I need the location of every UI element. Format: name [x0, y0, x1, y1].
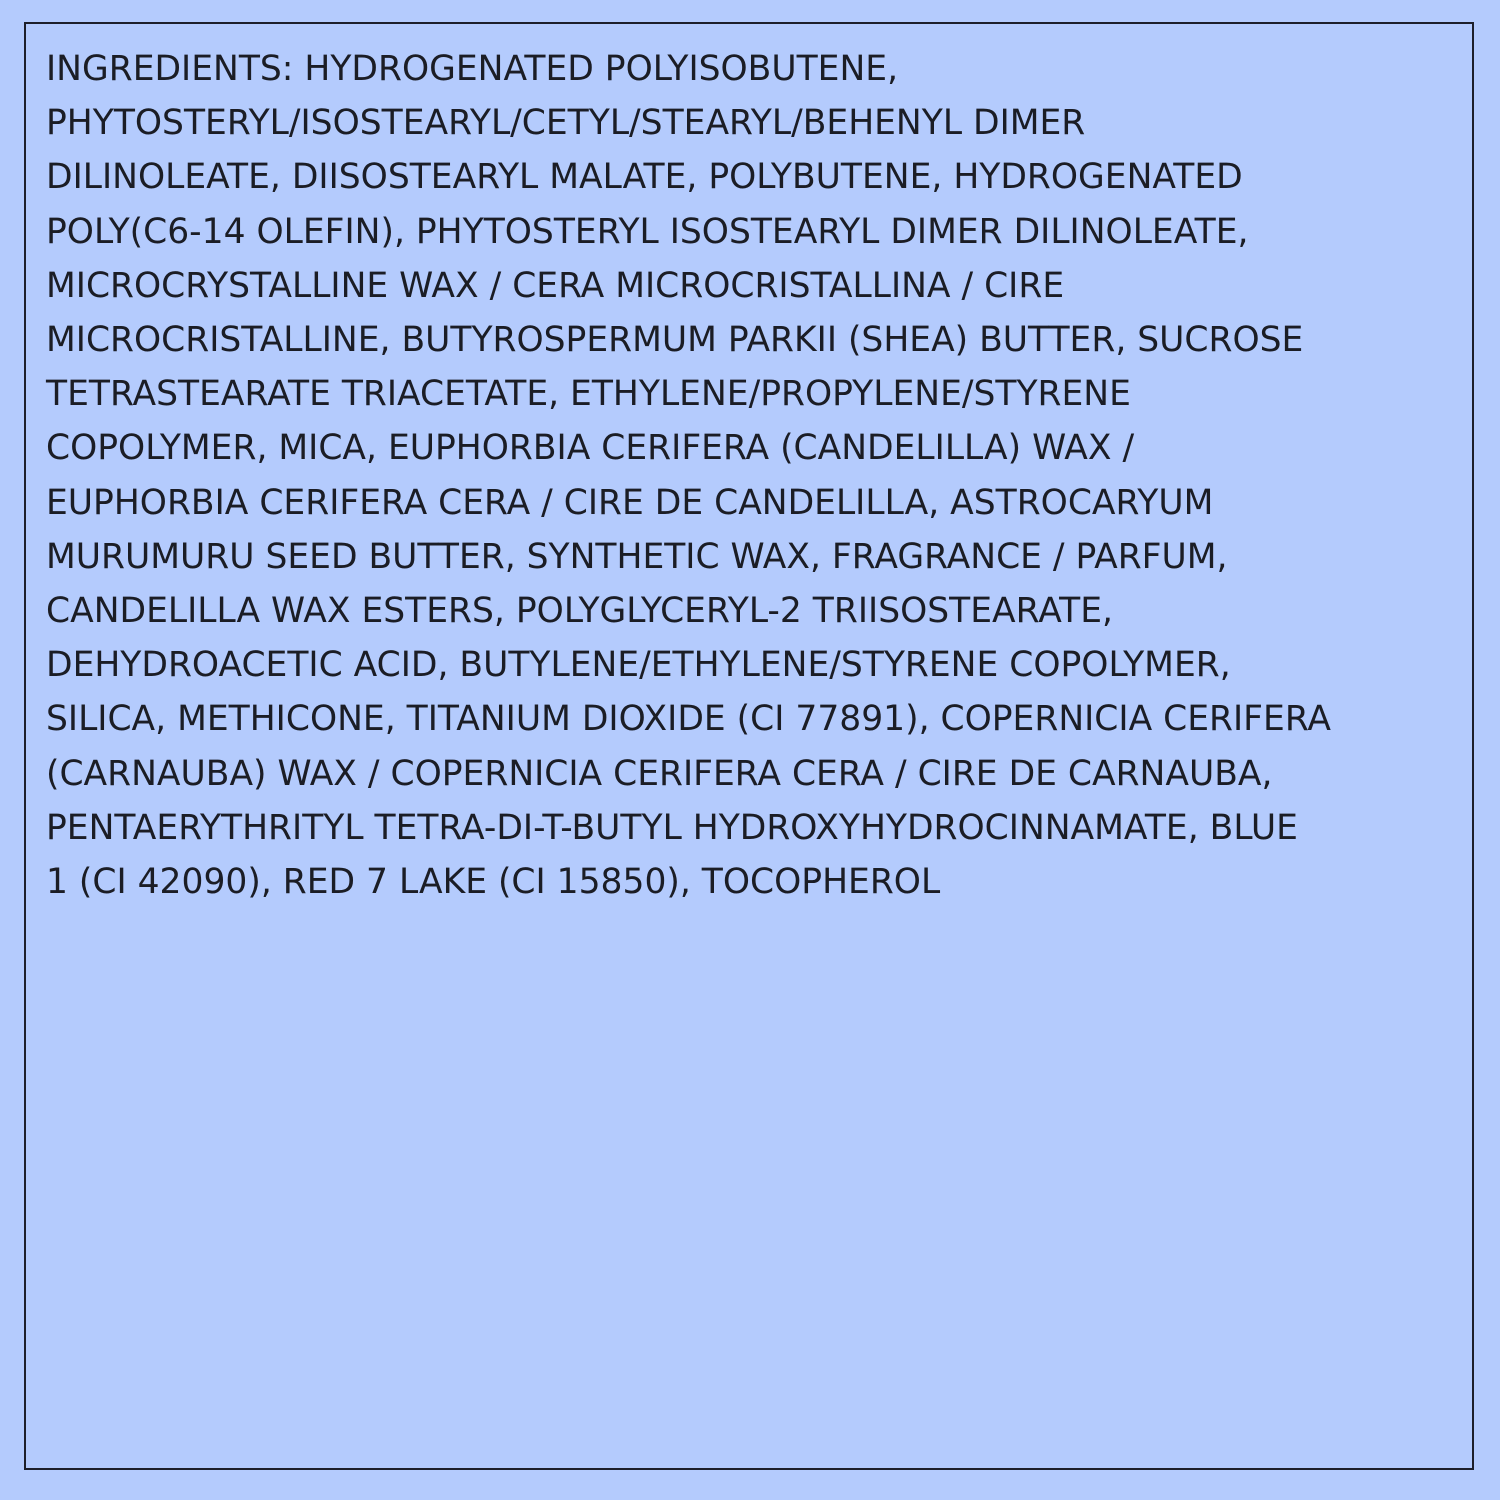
ingredients-panel — [24, 22, 1474, 1470]
ingredients-line: TETRASTEARATE TRIACETATE, ETHYLENE/PROPYLENE/STYRENE — [46, 374, 1131, 415]
ingredients-line: SILICA, METHICONE, TITANIUM DIOXIDE (CI 77891), COPERNICIA CERIFERA — [46, 699, 1331, 740]
ingredients-line: DEHYDROACETIC ACID, BUTYLENE/ETHYLENE/STYRENE COPOLYMER, — [46, 645, 1231, 686]
ingredients-text — [46, 42, 1476, 909]
ingredients-line: PENTAERYTHRITYL TETRA-DI-T-BUTYL HYDROXYHYDROCINNAMATE, BLUE — [46, 807, 1298, 848]
ingredients-line: MICROCRYSTALLINE WAX / CERA MICROCRISTALLINA / CIRE — [46, 265, 1065, 306]
ingredients-line: 1 (CI 42090), RED 7 LAKE (CI 15850), TOCOPHEROL — [46, 862, 941, 903]
ingredients-line: PHYTOSTERYL/ISOSTEARYL/CETYL/STEARYL/BEHENYL DIMER — [46, 103, 1086, 144]
ingredients-line: MURUMURU SEED BUTTER, SYNTHETIC WAX, FRAGRANCE / PARFUM, — [46, 536, 1228, 577]
ingredients-line: DILINOLEATE, DIISOSTEARYL MALATE, POLYBUTENE, HYDROGENATED — [46, 157, 1243, 198]
ingredients-line: (CARNAUBA) WAX / COPERNICIA CERIFERA CERA / CIRE DE CARNAUBA, — [46, 753, 1273, 794]
ingredients-line: INGREDIENTS: HYDROGENATED POLYISOBUTENE, — [46, 49, 899, 89]
ingredients-line: POLY(C6-14 OLEFIN), PHYTOSTERYL ISOSTEARYL DIMER DILINOLEATE, — [46, 211, 1249, 252]
ingredients-line: CANDELILLA WAX ESTERS, POLYGLYCERYL-2 TRIISOSTEARATE, — [46, 591, 1113, 632]
ingredients-line: MICROCRISTALLINE, BUTYROSPERMUM PARKII (SHEA) BUTTER, SUCROSE — [46, 320, 1304, 361]
ingredients-line: EUPHORBIA CERIFERA CERA / CIRE DE CANDELILLA, ASTROCARYUM — [46, 482, 1214, 523]
ingredients-line: COPOLYMER, MICA, EUPHORBIA CERIFERA (CANDELILLA) WAX / — [46, 428, 1135, 469]
